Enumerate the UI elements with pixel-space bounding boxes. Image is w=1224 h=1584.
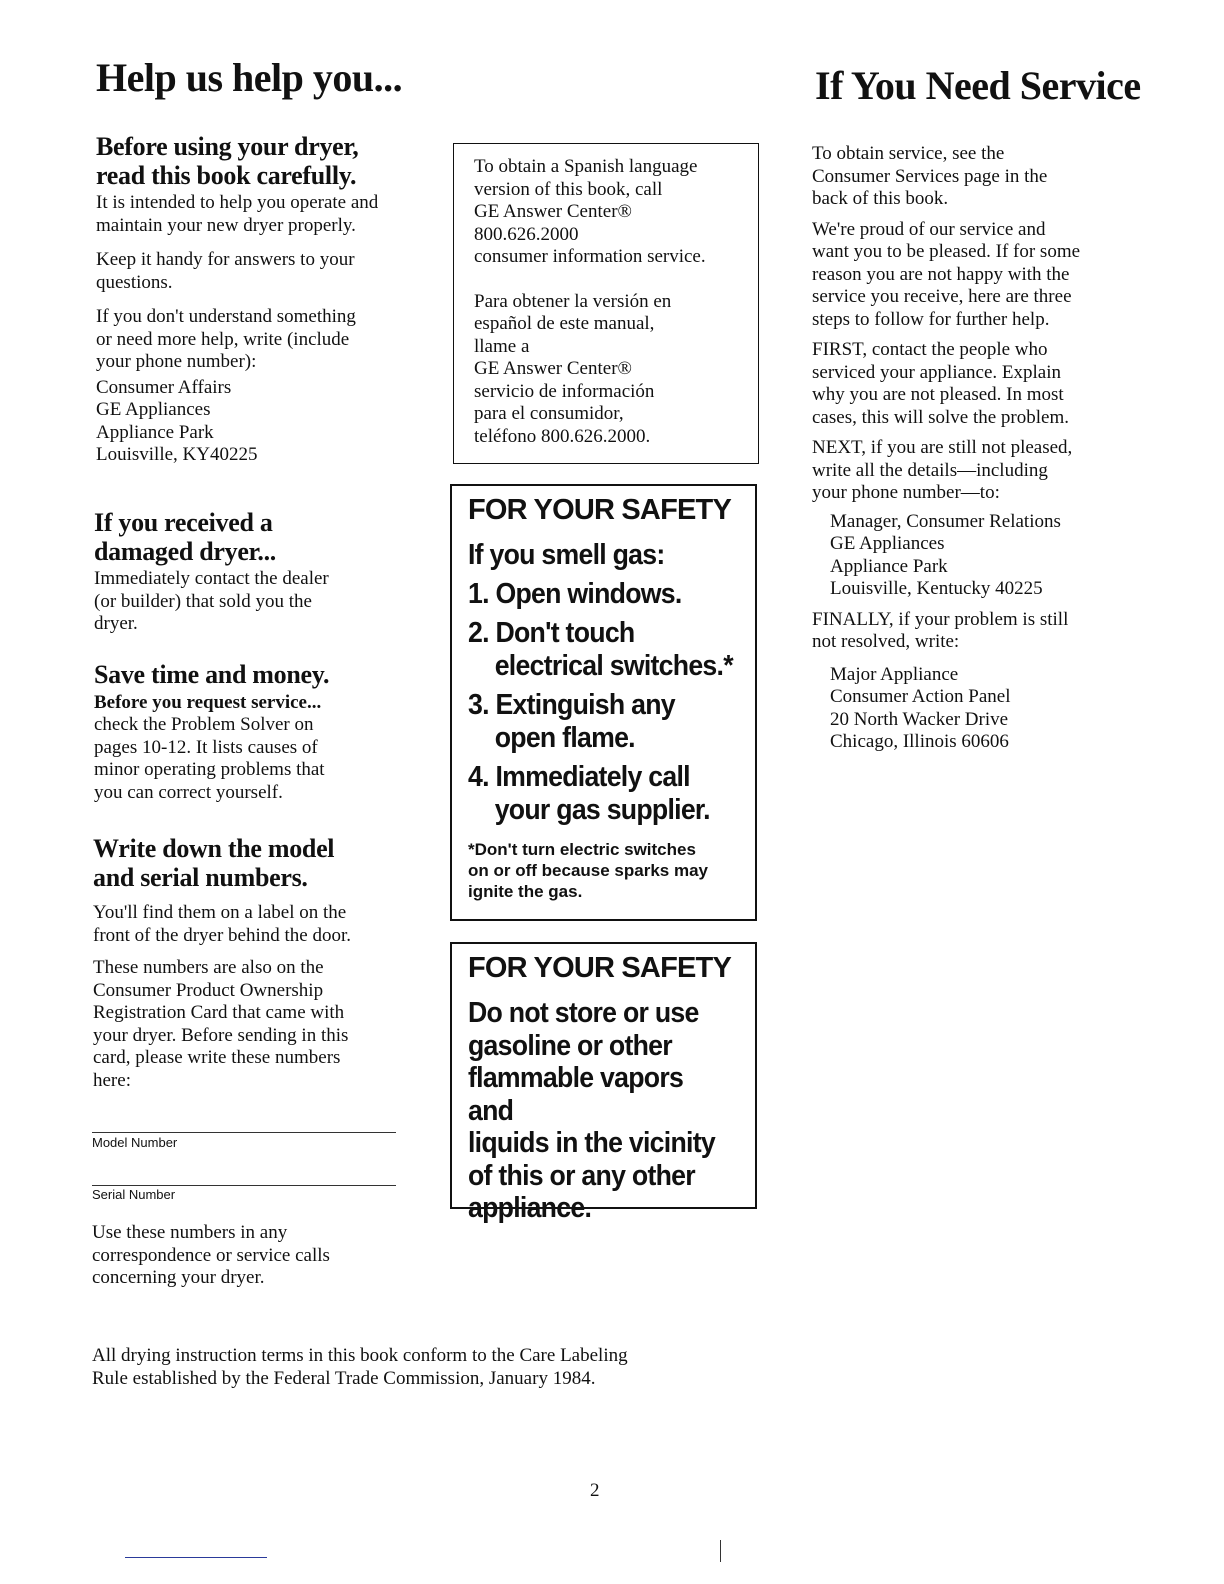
spanish-box-english: To obtain a Spanish language version of this book, call GE Answer Center® 800.626.2000 consumer information service. [474,156,706,267]
intro-p2: Keep it handy for answers to your questions. [96,249,355,293]
scan-artifact-mark [720,1540,721,1562]
care-labeling-note: All drying instruction terms in this book conform to the Care Labeling Rule established by the Federal Trade Commission, January 1984. [92,1345,628,1389]
model-p3: Use these numbers in any correspondence or service calls concerning your dryer. [92,1222,330,1288]
spanish-version-box [453,143,759,464]
scan-artifact-line [125,1557,267,1558]
safety-step-2: 2. Don't touch electrical switches.* [468,617,733,682]
safety-gas-lead: If you smell gas: [468,539,665,571]
serial-number-line[interactable] [92,1185,396,1186]
service-first: FIRST, contact the people who serviced your appliance. Explain why you are not pleased. In most cases, this will solve the problem. [812,339,1069,428]
save-heading: Save time and money. [94,660,330,689]
safety-gas-heading: FOR YOUR SAFETY [468,494,731,526]
damaged-section [94,508,414,636]
intro-p3: If you don't understand something or need more help, write (include your phone number): [96,306,356,372]
model-number-label: Model Number [92,1135,178,1150]
service-p1: To obtain service, see the Consumer Services page in the back of this book. [812,143,1048,209]
page-number: 2 [590,1480,600,1501]
service-section [812,143,1132,754]
safety-gasoline-heading: FOR YOUR SAFETY [468,952,731,984]
model-p2: These numbers are also on the Consumer Product Ownership Registration Card that came with your dryer. Before sending in this card, please write these numbers here: [93,957,349,1091]
model-heading: Write down the model and serial numbers. [93,834,335,892]
safety-gas-box [450,484,757,921]
damaged-p1: Immediately contact the dealer (or builder) that sold you the dryer. [94,568,329,634]
intro-heading: Before using your dryer, read this book carefully. [96,132,359,190]
safety-gasoline-box [450,942,757,1224]
save-section [94,660,414,804]
intro-p1: It is intended to help you operate and maintain your new dryer properly. [96,192,379,236]
safety-step-1: 1. Open windows. [468,578,682,610]
service-finally: FINALLY, if your problem is still not resolved, write: [812,608,1069,652]
service-next: NEXT, if you are still not pleased, write all the details—including your phone number—to: [812,437,1073,503]
save-subheading: Before you request service... [94,692,322,713]
model-number-line[interactable] [92,1132,396,1133]
damaged-heading: If you received a damaged dryer... [94,508,277,566]
safety-gasoline-text: Do not store or use gasoline or other flammable vapors and liquids in the vicinity of this or any other appliance. [468,997,715,1224]
safety-step-3: 3. Extinguish any open flame. [468,689,675,754]
model-section [93,834,413,1092]
safety-gas-note: *Don't turn electric switches on or off because sparks may ignite the gas. [468,840,708,901]
spanish-box-spanish: Para obtener la versión en español de este manual, llame a GE Answer Center® servicio de información para el consumidor, teléfono 800.626.2000. [474,290,672,447]
serial-number-label: Serial Number [92,1187,176,1202]
save-p1: check the Problem Solver on pages 10-12. It lists causes of minor operating problems that you can correct yourself. [94,714,325,803]
intro-section [96,132,416,467]
page-title-right: If You Need Service [815,63,1141,108]
action-panel-address: Major Appliance Consumer Action Panel 20 North Wacker Drive Chicago, Illinois 60606 [830,663,1011,752]
model-p1: You'll find them on a label on the front of the dryer behind the door. [93,902,352,946]
consumer-relations-address: Manager, Consumer Relations GE Appliances Appliance Park Louisville, Kentucky 40225 [830,510,1061,599]
service-p2: We're proud of our service and want you to be pleased. If for some reason you are not happy with the service you receive, here are three steps to follow for further help. [812,218,1081,330]
safety-step-4: 4. Immediately call your gas supplier. [468,761,710,826]
consumer-affairs-address: Consumer Affairs GE Appliances Appliance Park Louisville, KY40225 [96,376,258,465]
page-title-left: Help us help you... [96,55,403,100]
